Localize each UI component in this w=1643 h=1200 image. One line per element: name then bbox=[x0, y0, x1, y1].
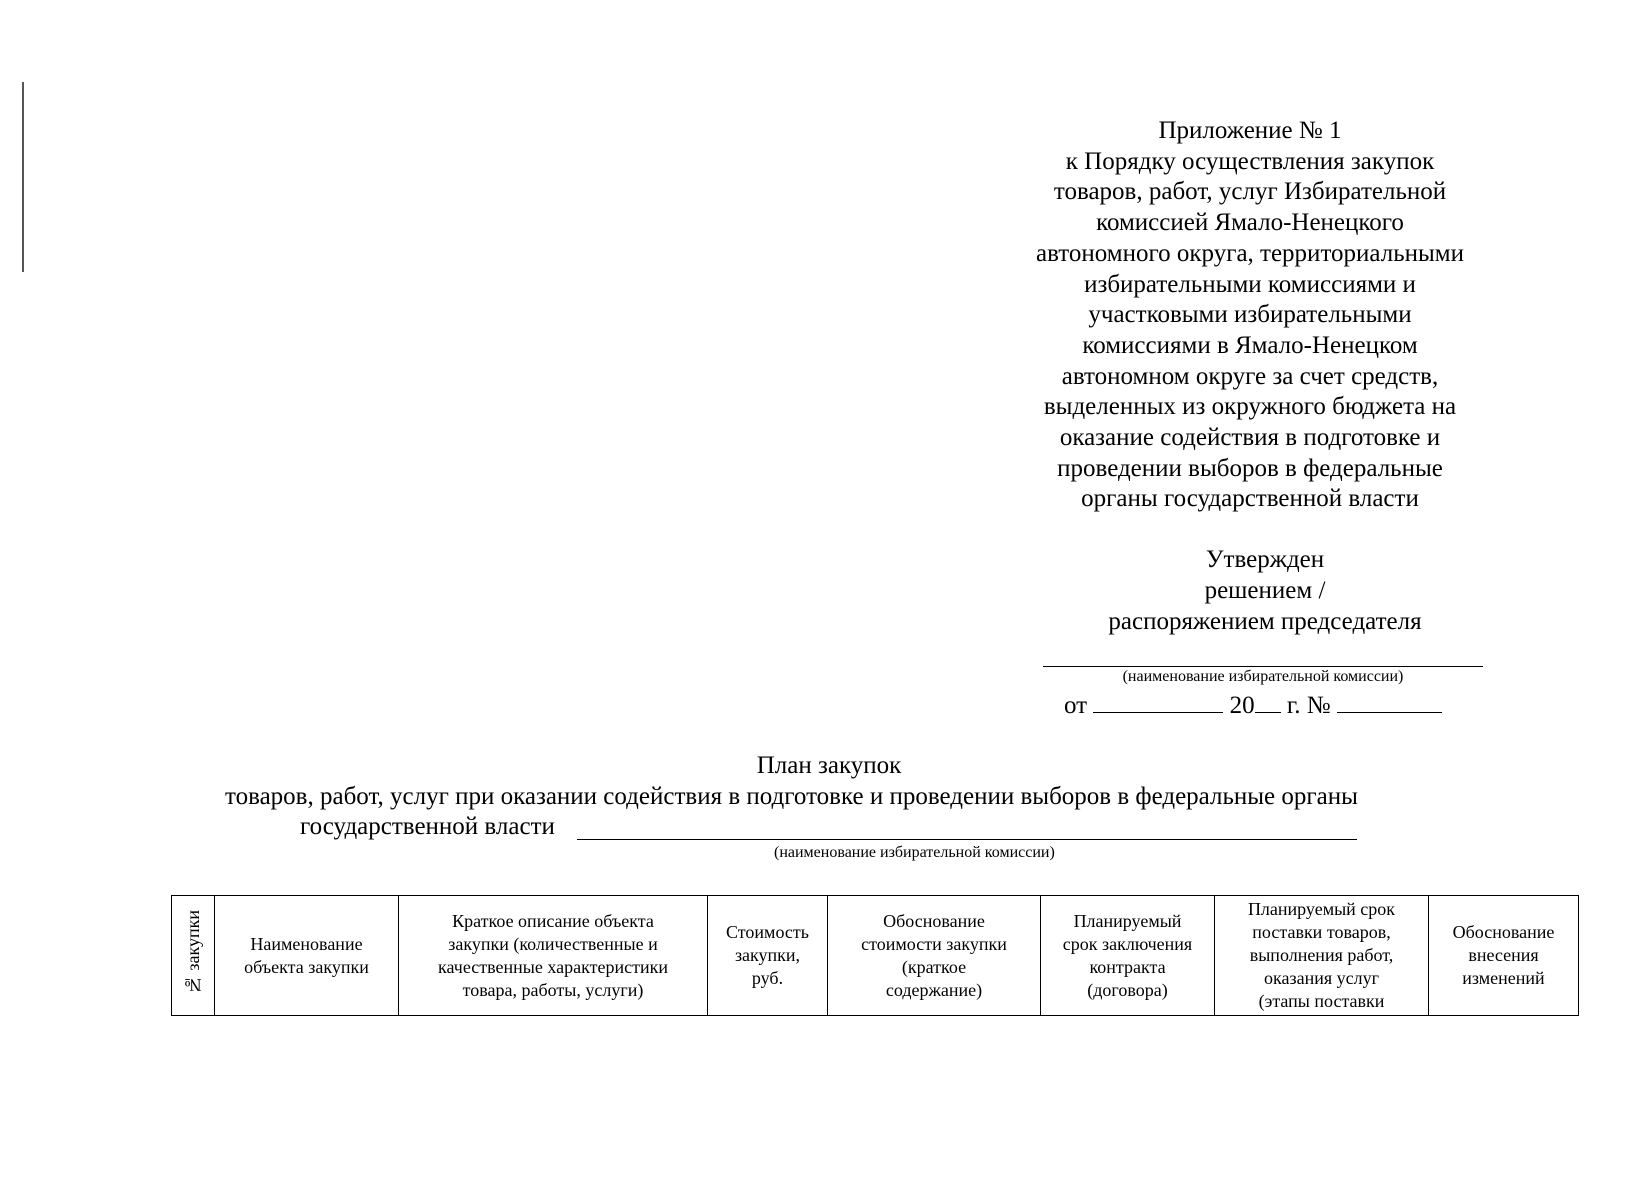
header-cell-name bbox=[215, 896, 399, 1016]
header-label: Планируемый срок заключения контракта (договора) bbox=[1062, 910, 1193, 1000]
date-blank bbox=[1093, 688, 1223, 713]
approval-line: Утвержден bbox=[1205, 546, 1325, 573]
header-label: Стоимость закупки, руб. bbox=[726, 922, 809, 988]
header-cell-cost bbox=[708, 896, 828, 1016]
header-cell-delivery-date bbox=[1215, 896, 1429, 1016]
appendix-line: оказание содействия в подготовке и bbox=[1059, 424, 1441, 452]
number-blank bbox=[1337, 688, 1442, 713]
plan-subtitle: товаров, работ, услуг при оказании содействия в подготовке и проведении выборов в федеральные органы bbox=[225, 783, 1358, 810]
appendix-header bbox=[990, 116, 1510, 515]
approval-line: решением / bbox=[1204, 577, 1326, 604]
commission-name-blank bbox=[1043, 666, 1483, 667]
appendix-line: Приложение № 1 bbox=[1158, 117, 1342, 144]
plan-title: План закупок bbox=[756, 752, 902, 779]
plan-commission-blank bbox=[577, 839, 1357, 840]
plan-subtitle-line2: государственной власти bbox=[300, 813, 555, 840]
plan-commission-caption: (наименование избирательной комиссии) bbox=[774, 844, 1055, 861]
appendix-line: к Порядку осуществления закупок bbox=[1065, 147, 1435, 175]
appendix-line: автономном округе за счет средств, bbox=[1061, 362, 1439, 390]
header-cell-number bbox=[172, 896, 215, 1016]
appendix-line: выделенных из окружного бюджета на bbox=[1043, 393, 1457, 421]
appendix-line: проведении выборов в федеральные bbox=[1057, 454, 1443, 482]
appendix-line: избирательными комиссиями и bbox=[1084, 270, 1416, 298]
year-blank bbox=[1255, 688, 1281, 713]
header-label: Обоснование стоимости закупки (краткое содержание) bbox=[861, 910, 1007, 1000]
appendix-line: товаров, работ, услуг Избирательной bbox=[1053, 178, 1447, 206]
appendix-line: органы государственной власти bbox=[1081, 485, 1419, 513]
appendix-line: комиссиями в Ямало-Ненецком bbox=[1082, 331, 1418, 359]
appendix-line: участковыми избирательными bbox=[1088, 301, 1412, 329]
table-header-row bbox=[172, 896, 1579, 1016]
header-label: Краткое описание объекта закупки (количественные и качественные характеристики товара, работы, услуги) bbox=[438, 910, 668, 1000]
approval-date-line bbox=[1064, 688, 1442, 720]
number-label: г. № bbox=[1286, 692, 1331, 719]
commission-caption: (наименование избирательной комиссии) bbox=[1122, 668, 1404, 685]
header-label: Планируемый срок поставки товаров, выполнения работ, оказания услуг (этапы поставки bbox=[1247, 899, 1396, 1011]
header-label: Наименование объекта закупки bbox=[244, 933, 369, 977]
date-prefix: от bbox=[1064, 692, 1088, 719]
appendix-line: автономного округа, территориальными bbox=[1036, 239, 1464, 267]
scan-margin-line bbox=[22, 82, 24, 272]
header-cell-cost-justification bbox=[828, 896, 1041, 1016]
header-label: Обоснование внесения изменений bbox=[1452, 922, 1555, 988]
header-cell-description bbox=[399, 896, 708, 1016]
approval-block bbox=[1045, 544, 1485, 637]
header-cell-change-justification bbox=[1429, 896, 1579, 1016]
procurement-plan-table bbox=[171, 895, 1579, 1016]
appendix-line: комиссией Ямало-Ненецкого bbox=[1096, 209, 1404, 237]
header-number-label: № закупки bbox=[182, 909, 203, 996]
header-cell-contract-date bbox=[1041, 896, 1215, 1016]
approval-line: распоряжением председателя bbox=[1108, 608, 1422, 635]
year-prefix: 20 bbox=[1229, 692, 1255, 719]
